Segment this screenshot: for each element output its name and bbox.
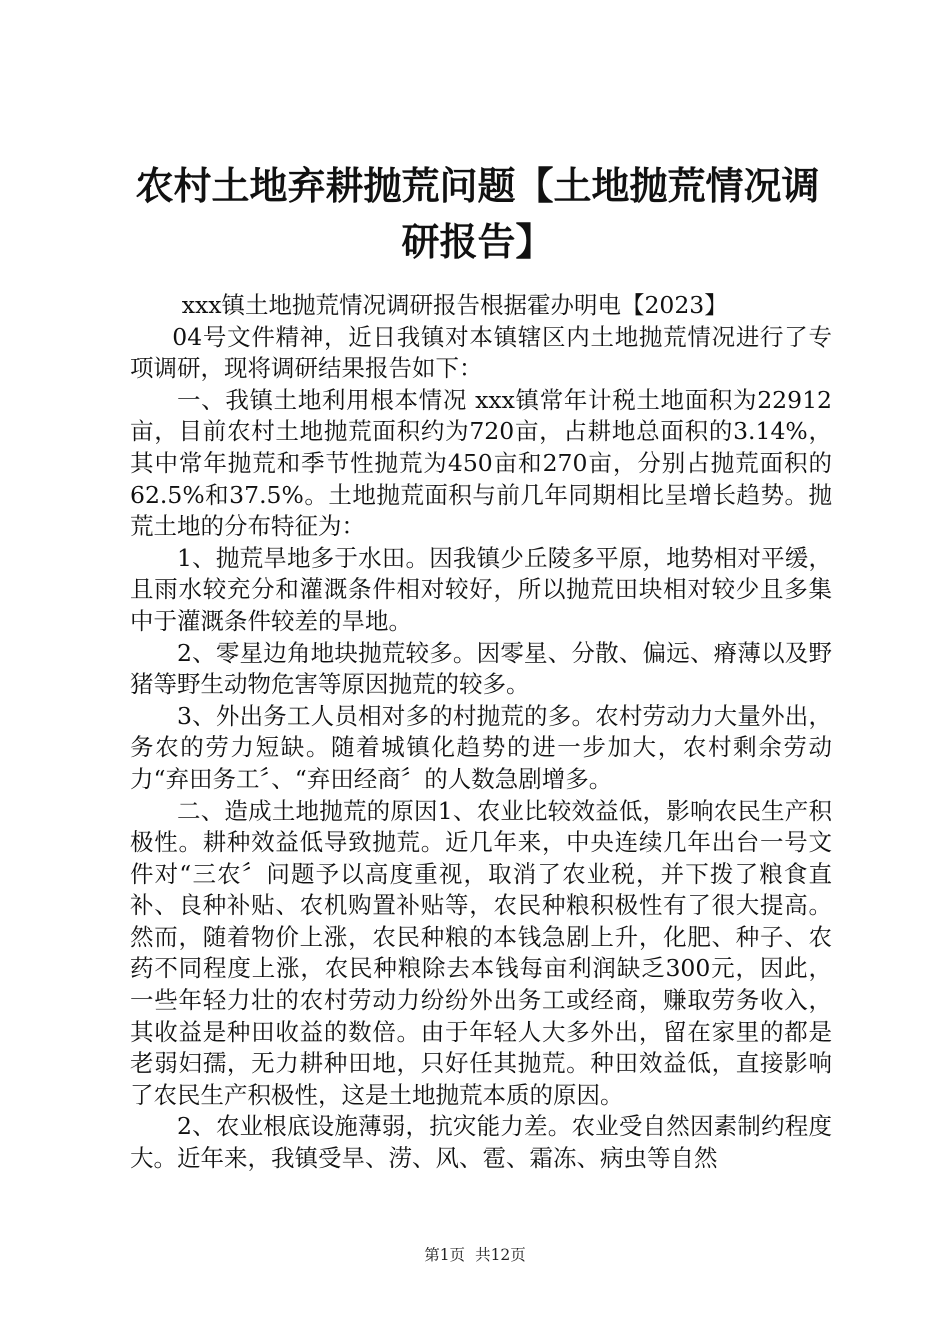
document-title: 农村土地弃耕抛荒问题【土地抛荒情况调研报告】: [135, 163, 820, 264]
paragraph-item-3: 3、外出务工人员相对多的村抛荒的多。农村劳动力大量外出，务农的劳力短缺。随着城镇化趋势的进一步加大，农村剩余劳动力“弃田务工〞、“弃田经商〞的人数急剧增多。: [130, 701, 832, 793]
page-footer: [0, 1243, 950, 1265]
paragraph-section-one: 一、我镇土地利用根本情况 xxx镇常年计税土地面积为22912亩，目前农村土地抛荒面积约为720亩，占耕地总面积的3.14%，其中常年抛荒和季节性抛荒为450亩和270亩，分别占抛荒面积的62.5%和37.5%。土地抛荒面积与前几年同期相比呈增长趋势。抛荒土地的分布特征为：: [130, 385, 832, 541]
paragraph-intro-continued: 04号文件精神，近日我镇对本镇辖区内土地抛荒情况进行了专项调研，现将调研结果报告如下：: [130, 322, 832, 383]
document-body: [130, 290, 832, 1175]
paragraph-intro: xxx镇土地抛荒情况调研报告根据霍办明电【2023】: [181, 291, 728, 319]
paragraph-section-two-item-2: 2、农业根底设施薄弱，抗灾能力差。农业受自然因素制约程度大。近年来，我镇受旱、涝、风、雹、霜冻、病虫等自然: [130, 1112, 832, 1173]
paragraph-section-two: 二、造成土地抛荒的原因1、农业比较效益低，影响农民生产积极性。耕种效益低导致抛荒。近几年来，中央连续几年出台一号文件对“三农〞问题予以高度重视，取消了农业税，并下拨了粮食直补、良种补贴、农机购置补贴等，农民种粮积极性有了很大提高。然而，随着物价上涨，农民种粮的本钱急剧上升，化肥、种子、农药不同程度上涨，农民种粮除去本钱每亩利润缺乏300元，因此，一些年轻力壮的农村劳动力纷纷外出务工或经商，赚取劳务收入，其收益是种田收益的数倍。由于年轻人大多外出，留在家里的都是老弱妇孺，无力耕种田地，只好任其抛荒。种田效益低，直接影响了农民生产积极性，这是土地抛荒本质的原因。: [130, 796, 832, 1109]
page-total: 共12页: [475, 1246, 526, 1264]
page-number: 第1页: [424, 1246, 466, 1264]
paragraph-item-2: 2、零星边角地块抛荒较多。因零星、分散、偏远、瘠薄以及野猪等野生动物危害等原因抛荒的较多。: [130, 638, 832, 699]
paragraph-item-1: 1、抛荒旱地多于水田。因我镇少丘陵多平原，地势相对平缓，且雨水较充分和灌溉条件相对较好，所以抛荒田块相对较少且多集中于灌溉条件较差的旱地。: [130, 543, 832, 635]
